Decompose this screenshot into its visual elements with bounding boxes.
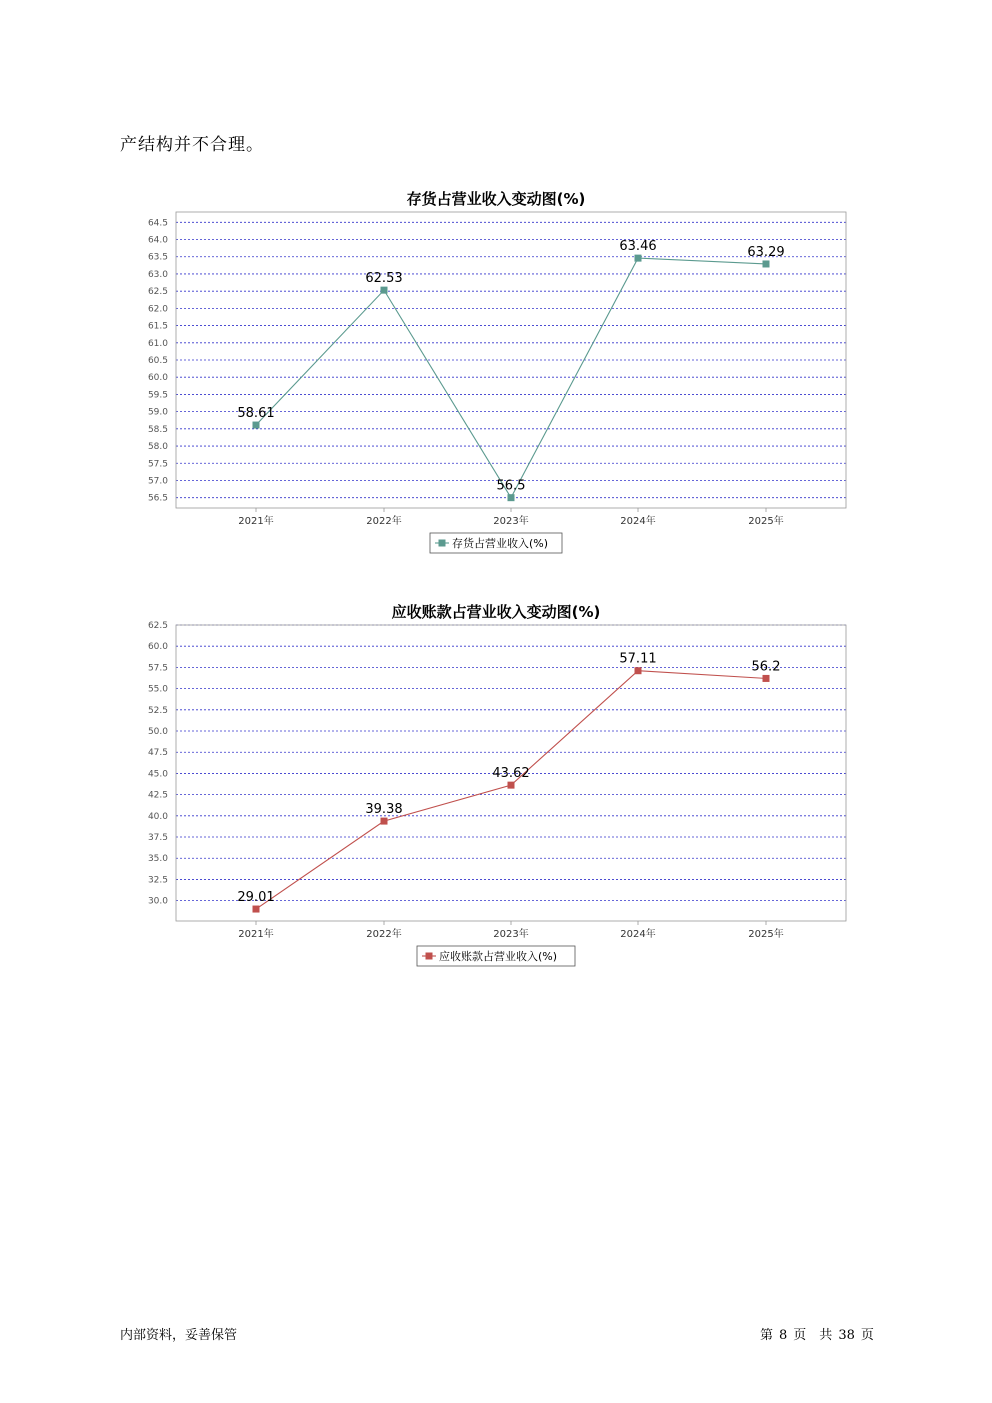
y-tick-label: 32.5 (147, 875, 168, 886)
y-tick-label: 62.0 (147, 304, 168, 315)
y-tick-label: 64.5 (147, 218, 168, 229)
y-tick-label: 60.0 (147, 642, 168, 653)
y-tick-label: 30.0 (147, 896, 168, 907)
y-tick-label: 60.0 (147, 373, 168, 384)
y-tick-label: 62.5 (147, 287, 168, 298)
x-tick-label: 2023年 (493, 516, 529, 527)
page-suffix: 页 (860, 1328, 874, 1343)
data-label: 56.2 (751, 659, 781, 675)
y-tick-label: 61.0 (147, 338, 168, 349)
y-tick-label: 57.5 (147, 459, 168, 470)
y-tick-label: 57.5 (147, 663, 168, 674)
series-line (256, 671, 766, 909)
y-tick-label: 55.0 (147, 684, 168, 695)
y-tick-label: 57.0 (147, 476, 168, 487)
x-tick-label: 2022年 (366, 516, 402, 527)
y-tick-label: 62.5 (147, 621, 168, 631)
data-point (253, 422, 260, 429)
data-point (253, 906, 260, 913)
data-label: 63.29 (747, 244, 785, 260)
data-point (381, 287, 388, 294)
footer-confidential-note: 内部资料，妥善保管 (120, 1328, 238, 1343)
page-prefix: 第 (760, 1328, 774, 1343)
chart-2-title: 应收账款占营业收入变动图(%) (391, 603, 601, 621)
legend-marker (439, 540, 446, 547)
x-tick-label: 2022年 (366, 929, 402, 940)
data-label: 29.01 (237, 890, 275, 906)
y-tick-label: 47.5 (147, 748, 168, 759)
x-tick-label: 2021年 (238, 516, 274, 527)
page-mid: 页 共 (793, 1328, 833, 1343)
x-tick-label: 2024年 (620, 929, 656, 940)
data-point (635, 255, 642, 262)
data-point (381, 818, 388, 825)
x-tick-label: 2025年 (748, 929, 784, 940)
y-tick-label: 42.5 (147, 790, 168, 801)
y-tick-label: 58.5 (147, 424, 168, 435)
page-total: 38 (838, 1328, 855, 1343)
x-tick-label: 2021年 (238, 929, 274, 940)
intro-paragraph: 产结构并不合理。 (120, 135, 264, 155)
data-point (508, 494, 515, 501)
series-line (256, 258, 766, 498)
y-tick-label: 50.0 (147, 727, 168, 738)
y-tick-label: 59.5 (147, 390, 168, 401)
footer-page-indicator (760, 1324, 874, 1343)
data-label: 57.11 (619, 651, 657, 667)
data-label: 63.46 (619, 239, 657, 255)
y-tick-label: 40.0 (147, 811, 168, 822)
data-label: 43.62 (492, 766, 530, 782)
y-tick-label: 60.5 (147, 356, 168, 366)
y-tick-label: 63.5 (147, 252, 168, 263)
data-label: 62.53 (365, 271, 403, 287)
y-tick-label: 37.5 (147, 833, 168, 844)
y-tick-label: 35.0 (147, 854, 168, 865)
x-tick-label: 2024年 (620, 516, 656, 527)
data-label: 58.61 (237, 406, 275, 422)
y-tick-label: 63.0 (147, 269, 168, 280)
x-tick-label: 2025年 (748, 516, 784, 527)
data-point (635, 667, 642, 674)
y-tick-label: 45.0 (147, 769, 168, 780)
y-tick-label: 61.5 (147, 321, 168, 332)
legend-label: 应收账款占营业收入(%) (439, 950, 558, 963)
y-tick-label: 52.5 (147, 705, 168, 716)
x-tick-label: 2023年 (493, 929, 529, 940)
y-tick-label: 56.5 (147, 493, 168, 504)
data-point (508, 782, 515, 789)
data-label: 56.5 (496, 478, 526, 494)
y-tick-label: 59.0 (147, 407, 168, 418)
legend-marker (426, 953, 433, 960)
chart-1-title: 存货占营业收入变动图(%) (406, 190, 586, 208)
y-tick-label: 58.0 (147, 442, 168, 453)
data-point (763, 260, 770, 267)
legend-label: 存货占营业收入(%) (452, 537, 549, 550)
page-number: 8 (779, 1328, 788, 1343)
data-label: 39.38 (365, 802, 403, 818)
data-point (763, 675, 770, 682)
y-tick-label: 64.0 (147, 235, 168, 246)
